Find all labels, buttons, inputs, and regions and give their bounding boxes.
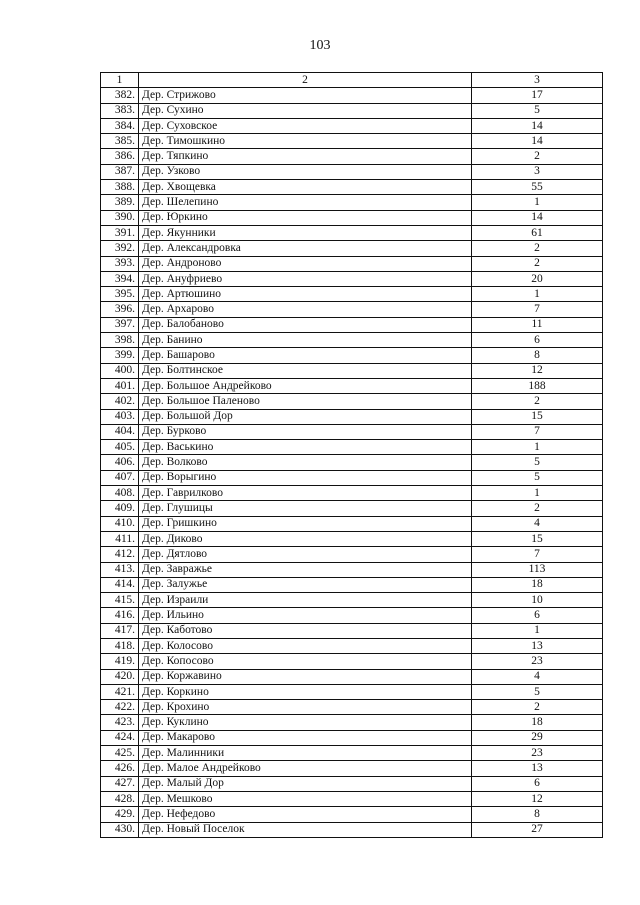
table-row [101,531,603,546]
settlement-name: Дер. Тимошкино [139,134,472,149]
row-value: 55 [472,180,603,195]
row-number: 410. [101,516,139,531]
settlement-name: Дер. Ильино [139,608,472,623]
table-row [101,302,603,317]
row-number: 405. [101,440,139,455]
row-value: 4 [472,669,603,684]
table-row [101,761,603,776]
row-number: 422. [101,700,139,715]
row-number: 396. [101,302,139,317]
table-row [101,378,603,393]
table-row [101,776,603,791]
settlement-name: Дер. Каботово [139,623,472,638]
table-row [101,562,603,577]
row-value: 7 [472,302,603,317]
row-value: 29 [472,730,603,745]
row-number: 383. [101,103,139,118]
row-value: 14 [472,134,603,149]
row-number: 384. [101,118,139,133]
table-row [101,455,603,470]
row-value: 12 [472,791,603,806]
row-number: 417. [101,623,139,638]
settlement-name: Дер. Александровка [139,241,472,256]
settlement-name: Дер. Васькино [139,440,472,455]
settlement-name: Дер. Узково [139,164,472,179]
row-value: 5 [472,684,603,699]
settlement-name: Дер. Дятлово [139,547,472,562]
table-row [101,424,603,439]
row-value: 27 [472,822,603,837]
row-number: 382. [101,88,139,103]
settlement-name: Дер. Стрижово [139,88,472,103]
row-number: 402. [101,394,139,409]
settlement-name: Дер. Якунники [139,225,472,240]
table-row [101,394,603,409]
row-value: 20 [472,271,603,286]
row-number: 420. [101,669,139,684]
row-number: 423. [101,715,139,730]
settlement-name: Дер. Архарово [139,302,472,317]
row-number: 386. [101,149,139,164]
table-row [101,654,603,669]
settlement-name: Дер. Сухино [139,103,472,118]
row-value: 2 [472,149,603,164]
settlement-name: Дер. Бурково [139,424,472,439]
table-row [101,180,603,195]
row-value: 14 [472,118,603,133]
row-number: 389. [101,195,139,210]
row-number: 404. [101,424,139,439]
row-value: 23 [472,746,603,761]
row-number: 406. [101,455,139,470]
settlement-name: Дер. Залужье [139,577,472,592]
row-number: 387. [101,164,139,179]
table-row [101,746,603,761]
row-number: 416. [101,608,139,623]
table-row [101,638,603,653]
row-value: 1 [472,287,603,302]
row-value: 7 [472,547,603,562]
row-value: 14 [472,210,603,225]
row-number: 414. [101,577,139,592]
row-value: 12 [472,363,603,378]
row-number: 424. [101,730,139,745]
settlement-name: Дер. Большое Паленово [139,394,472,409]
row-number: 403. [101,409,139,424]
row-value: 2 [472,394,603,409]
settlement-name: Дер. Андроново [139,256,472,271]
settlement-name: Дер. Большой Дор [139,409,472,424]
row-number: 428. [101,791,139,806]
table-header-row [101,73,603,88]
row-number: 427. [101,776,139,791]
row-value: 5 [472,470,603,485]
table-row [101,807,603,822]
settlement-name: Дер. Копосово [139,654,472,669]
settlement-name: Дер. Банино [139,333,472,348]
settlements-table [100,72,603,838]
row-number: 392. [101,241,139,256]
settlement-name: Дер. Юркино [139,210,472,225]
row-number: 397. [101,317,139,332]
table-row [101,608,603,623]
table-row [101,700,603,715]
row-number: 412. [101,547,139,562]
row-number: 425. [101,746,139,761]
table-row [101,577,603,592]
row-number: 429. [101,807,139,822]
row-value: 2 [472,700,603,715]
table-row [101,516,603,531]
row-number: 407. [101,470,139,485]
table-row [101,333,603,348]
settlement-name: Дер. Диково [139,531,472,546]
header-col-2: 2 [139,73,472,88]
table-row [101,684,603,699]
settlement-name: Дер. Куклино [139,715,472,730]
table-row [101,118,603,133]
settlement-name: Дер. Израили [139,593,472,608]
row-number: 388. [101,180,139,195]
row-value: 113 [472,562,603,577]
settlement-name: Дер. Глушицы [139,501,472,516]
table-row [101,486,603,501]
row-number: 421. [101,684,139,699]
settlement-name: Дер. Малинники [139,746,472,761]
table-row [101,164,603,179]
table-row [101,470,603,485]
row-value: 11 [472,317,603,332]
row-number: 395. [101,287,139,302]
settlement-name: Дер. Балобаново [139,317,472,332]
row-value: 2 [472,256,603,271]
settlement-name: Дер. Коржавино [139,669,472,684]
row-value: 5 [472,455,603,470]
settlement-name: Дер. Большое Андрейково [139,378,472,393]
table-row [101,715,603,730]
settlement-name: Дер. Малый Дор [139,776,472,791]
row-number: 390. [101,210,139,225]
table-row [101,791,603,806]
row-value: 15 [472,531,603,546]
row-value: 18 [472,577,603,592]
row-value: 23 [472,654,603,669]
row-number: 393. [101,256,139,271]
row-value: 17 [472,88,603,103]
row-value: 5 [472,103,603,118]
settlement-name: Дер. Макарово [139,730,472,745]
settlement-name: Дер. Шелепино [139,195,472,210]
row-value: 6 [472,776,603,791]
row-value: 8 [472,807,603,822]
table-row [101,547,603,562]
settlement-name: Дер. Башарово [139,348,472,363]
table-row [101,623,603,638]
settlement-name: Дер. Волково [139,455,472,470]
table-row [101,149,603,164]
row-number: 413. [101,562,139,577]
row-number: 401. [101,378,139,393]
table-row [101,271,603,286]
settlement-name: Дер. Крохино [139,700,472,715]
row-value: 7 [472,424,603,439]
row-value: 8 [472,348,603,363]
row-number: 400. [101,363,139,378]
row-number: 398. [101,333,139,348]
row-value: 4 [472,516,603,531]
table-row [101,409,603,424]
row-number: 399. [101,348,139,363]
settlement-name: Дер. Завражье [139,562,472,577]
table-row [101,593,603,608]
row-value: 13 [472,638,603,653]
settlement-name: Дер. Суховское [139,118,472,133]
settlement-name: Дер. Нефедово [139,807,472,822]
settlement-name: Дер. Артюшино [139,287,472,302]
row-value: 6 [472,333,603,348]
table-row [101,822,603,837]
header-col-1: 1 [101,73,139,88]
row-value: 10 [472,593,603,608]
table-row [101,287,603,302]
table-row [101,225,603,240]
table-row [101,195,603,210]
row-value: 2 [472,241,603,256]
row-value: 2 [472,501,603,516]
row-number: 385. [101,134,139,149]
row-value: 18 [472,715,603,730]
table-row [101,501,603,516]
row-number: 391. [101,225,139,240]
row-number: 411. [101,531,139,546]
table-row [101,134,603,149]
row-value: 13 [472,761,603,776]
row-number: 415. [101,593,139,608]
table-row [101,363,603,378]
table-row [101,241,603,256]
table-row [101,348,603,363]
table-row [101,440,603,455]
row-value: 61 [472,225,603,240]
settlement-name: Дер. Новый Поселок [139,822,472,837]
row-number: 418. [101,638,139,653]
table-row [101,210,603,225]
row-value: 1 [472,623,603,638]
row-number: 419. [101,654,139,669]
row-number: 409. [101,501,139,516]
page-number: 103 [309,38,331,53]
settlement-name: Дер. Малое Андрейково [139,761,472,776]
row-value: 15 [472,409,603,424]
settlement-name: Дер. Ануфриево [139,271,472,286]
table-body [101,73,603,838]
header-col-3: 3 [472,73,603,88]
row-number: 394. [101,271,139,286]
settlement-name: Дер. Ворыгино [139,470,472,485]
row-value: 3 [472,164,603,179]
settlement-name: Дер. Коркино [139,684,472,699]
row-number: 430. [101,822,139,837]
row-value: 6 [472,608,603,623]
table-row [101,103,603,118]
settlement-name: Дер. Хвощевка [139,180,472,195]
table-row [101,669,603,684]
settlement-name: Дер. Мешково [139,791,472,806]
row-value: 1 [472,486,603,501]
table-row [101,317,603,332]
table-row [101,730,603,745]
settlement-name: Дер. Тяпкино [139,149,472,164]
row-number: 426. [101,761,139,776]
row-value: 188 [472,378,603,393]
row-value: 1 [472,195,603,210]
settlement-name: Дер. Гаврилково [139,486,472,501]
settlement-name: Дер. Колосово [139,638,472,653]
settlement-name: Дер. Гришкино [139,516,472,531]
row-value: 1 [472,440,603,455]
table-row [101,256,603,271]
settlement-name: Дер. Болтинское [139,363,472,378]
table-row [101,88,603,103]
row-number: 408. [101,486,139,501]
